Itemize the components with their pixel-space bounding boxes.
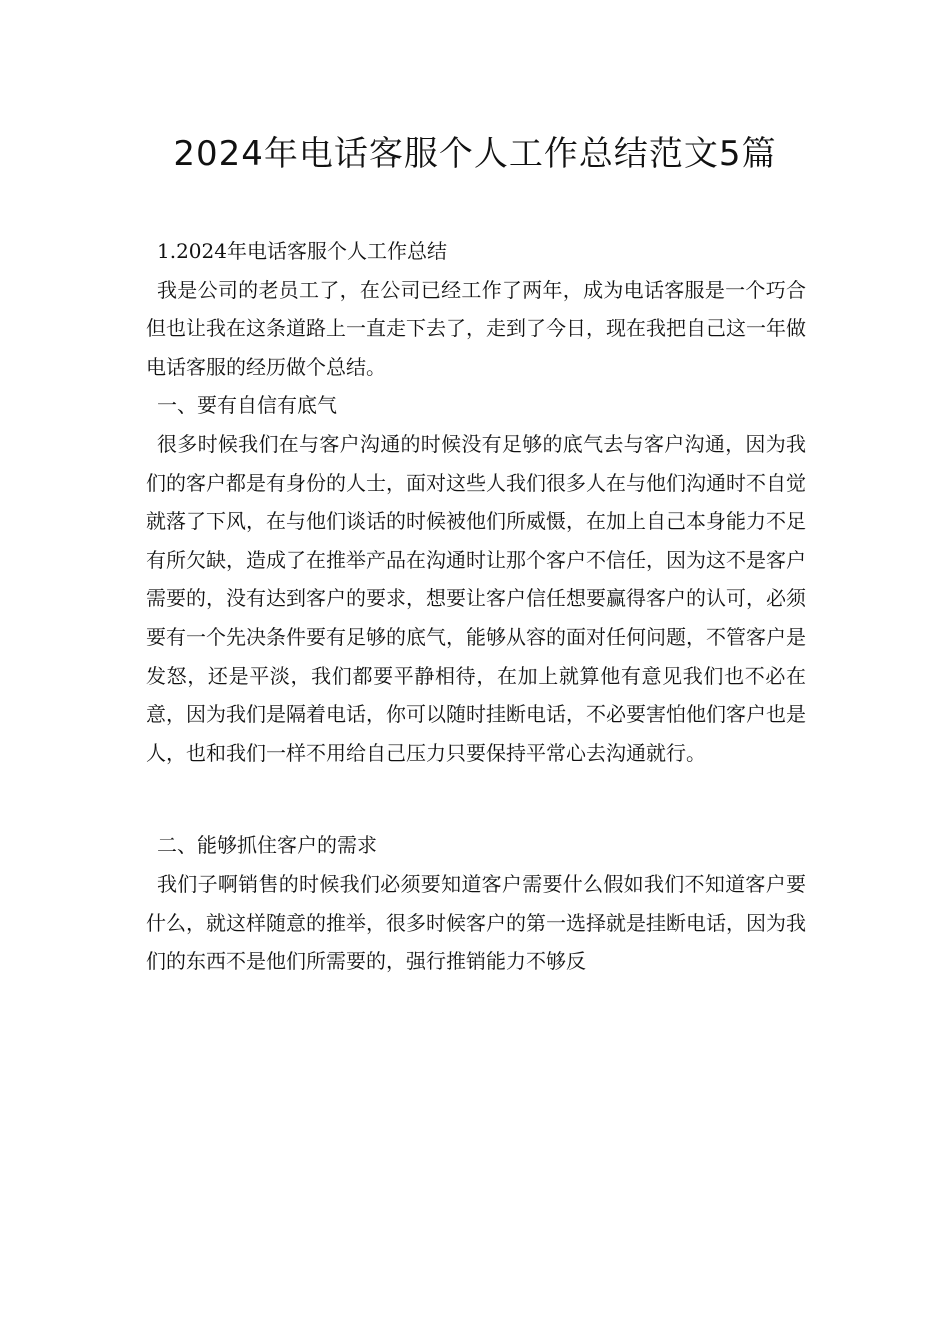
paragraph-customer-needs: 我们子啊销售的时候我们必须要知道客户需要什么假如我们不知道客户要什么，就这样随意的推举，很多时候客户的第一选择就是挂断电话，因为我们的东西不是他们所需要的，强行推销能力不够反 <box>146 871 806 974</box>
intro-paragraph: 我是公司的老员工了，在公司已经工作了两年，成为电话客服是一个巧合但也让我在这条道路上一直走下去了，走到了今日，现在我把自己这一年做电话客服的经历做个总结。 <box>146 277 806 379</box>
paragraph-confidence: 很多时候我们在与客户沟通的时候没有足够的底气去与客户沟通，因为我们的客户都是有身份的人士，面对这些人我们很多人在与他们沟通时不自觉就落了下风，在与他们谈话的时候被他们所威慑，在加上自己本身能力不足有所欠缺，造成了在推举产品在沟通时让那个客户不信任，因为这不是客户需要的，没有达到客户的要求，想要让客户信任想要赢得客户的认可，必须要有一个先决条件要有足够的底气，能够从容的面对任何问题，不管客户是发怒，还是平淡，我们都要平静相待，在加上就算他有意见我们也不必在意，因为我们是隔着电话，你可以随时挂断电话，不必要害怕他们客户也是人，也和我们一样不用给自己压力只要保持平常心去沟通就行。 <box>146 431 806 765</box>
section-title: 1.2024年电话客服个人工作总结 <box>157 239 447 263</box>
subheading-confidence: 一、要有自信有底气 <box>157 393 337 418</box>
document-title: 2024年电话客服个人工作总结范文5篇 <box>173 134 777 174</box>
document-body <box>146 232 806 981</box>
subheading-customer-needs: 二、能够抓住客户的需求 <box>157 833 377 858</box>
